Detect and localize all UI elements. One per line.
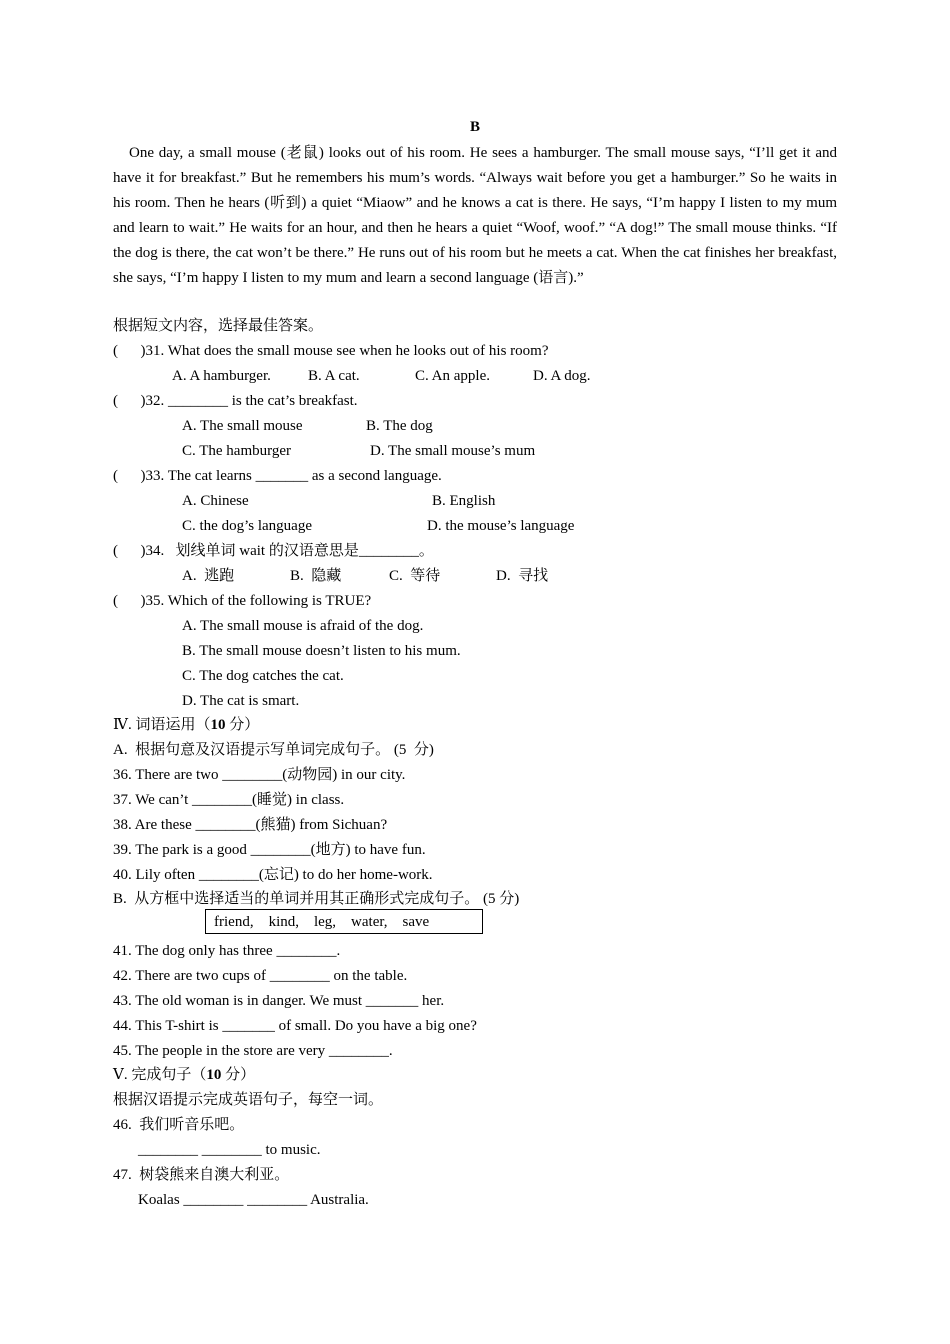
question-42: 42. There are two cups of ________ on the table. (113, 968, 408, 984)
question-47: 47. 树袋熊来自澳大利亚。 (113, 1167, 290, 1183)
question-34: ( )34. 划线单词 wait 的汉语意思是________。 (113, 543, 434, 559)
q35-option-b: B. The small mouse doesn’t listen to his mum. (182, 643, 461, 659)
q32-option-d: D. The small mouse’s mum (370, 443, 536, 459)
question-45: 45. The people in the store are very ________. (113, 1043, 393, 1059)
question-43: 43. The old woman is in danger. We must _______ her. (113, 993, 445, 1009)
part4-a-instruction: A. 根据句意及汉语提示写单词完成句子。 (5 分) (113, 742, 434, 758)
q35-option-a: A. The small mouse is afraid of the dog. (182, 618, 424, 634)
q33-option-c: C. the dog’s language (182, 518, 312, 534)
reading-instruction: 根据短文内容，选择最佳答案。 (113, 318, 324, 334)
question-41: 41. The dog only has three ________. (113, 943, 341, 959)
q34-option-c: C. 等待 (389, 568, 441, 584)
q33-option-a: A. Chinese (182, 493, 249, 509)
part4-heading: Ⅳ. 词语运用（10 分） (113, 717, 260, 733)
question-37: 37. We can’t ________(睡觉) in class. (113, 792, 345, 808)
q34-option-d: D. 寻找 (496, 568, 549, 584)
q33-option-d: D. the mouse’s language (427, 518, 575, 534)
q31-option-c: C. An apple. (415, 368, 490, 384)
word-box-words: friend, kind, leg, water, save (214, 914, 430, 930)
reading-passage: One day, a small mouse (老鼠) looks out of his room. He sees a hamburger. The small mouse says, “I’ll get it and have it for breakfast.” But he remembers his mum’s words. “Always wait before you get a hamburger.” So he waits in his room. Then he hears (听到) a quiet “Miaow” and he knows a cat is there. He says, “I’m happy I listen to my mum and learn to wait.” He waits for an hour, and then he hears a quiet “Woof, woof.” “A dog!” The small mouse thinks. “If the dog is there, the cat won’t be there.” He runs out of his room but he meets a cat. When the cat finishes her breakfast, she says, “I’m happy I listen to my mum and learn a second language (语言).” (113, 145, 837, 286)
question-44: 44. This T-shirt is _______ of small. Do you have a big one? (113, 1018, 477, 1034)
question-38: 38. Are these ________(熊猫) from Sichuan? (113, 817, 388, 833)
question-31: ( )31. What does the small mouse see when he looks out of his room? (113, 343, 549, 359)
q31-option-b: B. A cat. (308, 368, 360, 384)
question-40: 40. Lily often ________(忘记) to do her home-work. (113, 867, 433, 883)
question-35: ( )35. Which of the following is TRUE? (113, 593, 372, 609)
question-46: 46. 我们听音乐吧。 (113, 1117, 245, 1133)
q31-option-a: A. A hamburger. (172, 368, 271, 384)
q34-option-b: B. 隐藏 (290, 568, 342, 584)
q31-option-d: D. A dog. (533, 368, 591, 384)
section-title: B (469, 119, 480, 135)
question-46-blanks: ________ ________ to music. (138, 1142, 321, 1158)
part4-b-instruction: B. 从方框中选择适当的单词并用其正确形式完成句子。 (5 分) (113, 891, 520, 907)
q34-option-a: A. 逃跑 (182, 568, 235, 584)
question-33: ( )33. The cat learns _______ as a second language. (113, 468, 442, 484)
q32-option-a: A. The small mouse (182, 418, 303, 434)
part5-instruction: 根据汉语提示完成英语句子，每空一词。 (113, 1092, 384, 1108)
word-box (205, 909, 483, 934)
q32-option-c: C. The hamburger (182, 443, 292, 459)
q33-option-b: B. English (432, 493, 496, 509)
question-32: ( )32. ________ is the cat’s breakfast. (113, 393, 358, 409)
question-39: 39. The park is a good ________(地方) to have fun. (113, 842, 426, 858)
q35-option-d: D. The cat is smart. (182, 693, 300, 709)
question-47-blanks: Koalas ________ ________ Australia. (138, 1192, 369, 1208)
q35-option-c: C. The dog catches the cat. (182, 668, 344, 684)
q32-option-b: B. The dog (366, 418, 433, 434)
question-36: 36. There are two ________(动物园) in our city. (113, 767, 406, 783)
part5-heading: Ⅴ. 完成句子（10 分） (113, 1067, 256, 1083)
